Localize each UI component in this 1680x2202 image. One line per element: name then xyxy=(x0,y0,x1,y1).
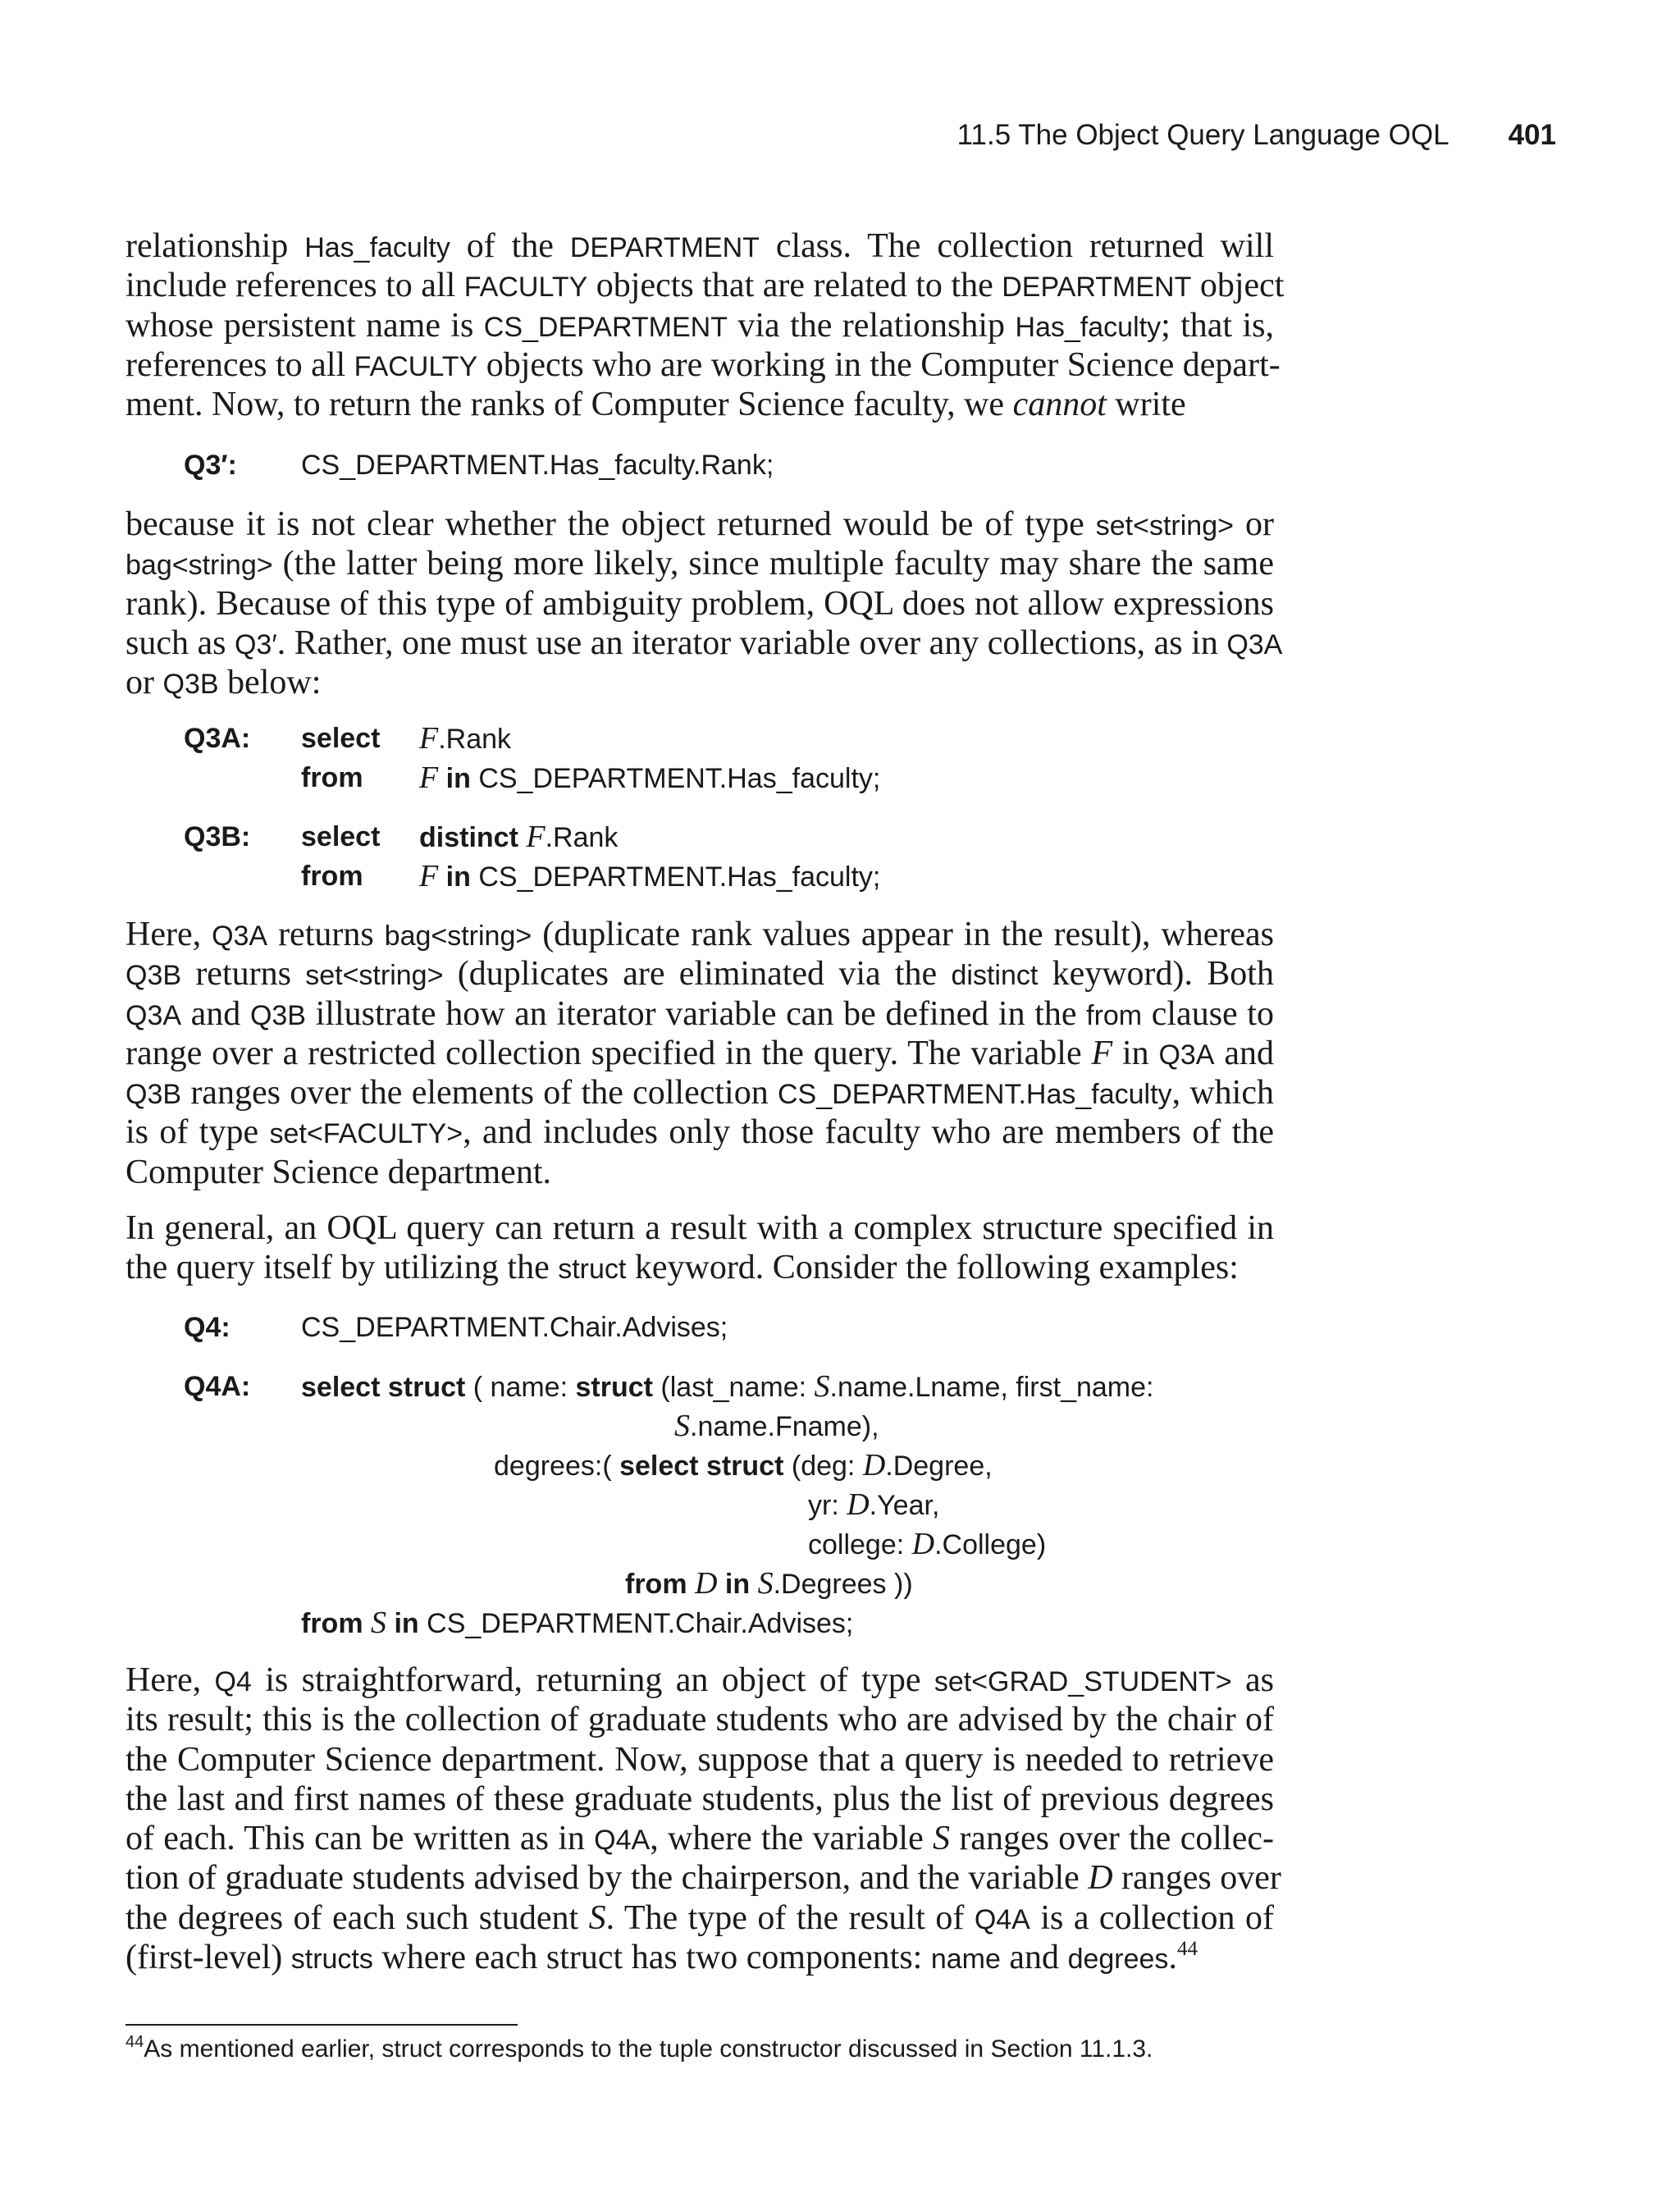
query-label: Q4A: xyxy=(184,1371,251,1402)
query-label: Q4: xyxy=(184,1312,231,1343)
text-line: the degrees of each such student S. The type of the result of Q4A is a collection of xyxy=(126,1898,1274,1937)
text-line: In general, an OQL query can return a result with a complex structure specified in xyxy=(126,1209,1274,1247)
query-label: Q3′: xyxy=(184,450,237,481)
paragraph-4 xyxy=(126,1208,1274,1288)
text-line: because it is not clear whether the object returned would be of type set<string> or xyxy=(126,505,1274,543)
query-line: college: D.College) xyxy=(808,1527,1047,1561)
page-number: 401 xyxy=(1508,119,1556,151)
text-line: Here, Q3A returns bag<string> (duplicate rank values appear in the result), whereas xyxy=(126,916,1274,953)
query-line: Q4A: select struct ( name: struct (last_name: S.name.Lname, first_name: xyxy=(0,1367,1230,1406)
paragraph-5 xyxy=(126,1661,1281,1977)
query-label: Q3B: xyxy=(184,821,251,852)
query-line: yr: D.Year, xyxy=(808,1487,940,1522)
query-line: from S in CS_DEPARTMENT.Chair.Advises; xyxy=(301,1606,854,1640)
query-code: CS_DEPARTMENT.Has_faculty.Rank; xyxy=(301,450,774,481)
query-code: CS_DEPARTMENT.Chair.Advises; xyxy=(301,1312,728,1343)
text-line: Q3B returns set<string> (duplicates are eliminated via the distinct keyword). Both xyxy=(126,955,1274,994)
text-line: of each. This can be written as in Q4A, where the variable S ranges over the collec- xyxy=(126,1820,1274,1858)
query-q4 xyxy=(0,1308,984,1347)
query-line: S.name.Fname), xyxy=(674,1409,879,1443)
footnote xyxy=(126,2033,1153,2066)
paragraph-3 xyxy=(126,915,1274,1192)
text-line: such as Q3′. Rather, one must use an iterator variable over any collections, as in Q3A xyxy=(126,624,1283,662)
running-head xyxy=(0,119,1556,152)
text-line: Here, Q4 is straightforward, returning an object of type set<GRAD_STUDENT> as xyxy=(126,1661,1274,1699)
footnote-divider xyxy=(126,2024,518,2026)
text-line: Q3B ranges over the elements of the collection CS_DEPARTMENT.Has_faculty, which xyxy=(126,1074,1274,1112)
query-line: from F in CS_DEPARTMENT.Has_faculty; xyxy=(301,859,881,893)
query-label: Q3A: xyxy=(184,723,251,754)
query-line: Q3B: select distinct F.Rank xyxy=(0,817,984,857)
query-line: degrees:( select struct (deg: D.Degree, xyxy=(494,1448,993,1482)
text-line: whose persistent name is CS_DEPARTMENT via the relationship Has_faculty; that is, xyxy=(126,306,1274,345)
text-line: ment. Now, to return the ranks of Computer Science faculty, we cannot write xyxy=(126,386,1186,424)
section-title: 11.5 The Object Query Language OQL xyxy=(956,119,1449,151)
text-line: bag<string> (the latter being more likely, since multiple faculty may share the same xyxy=(126,545,1274,583)
text-line: (first-level) structs where each struct has two components: name and degrees.$^{44}$ xyxy=(126,1938,1198,1977)
text-line: range over a restricted collection specified in the query. The variable F in Q3A and xyxy=(126,1034,1274,1072)
paragraph-2 xyxy=(126,505,1283,702)
footnote-text: As mentioned earlier, struct corresponds to the tuple constructor discussed in Section 11.1.3. xyxy=(144,2035,1153,2063)
text-line: Q3A and Q3B illustrate how an iterator variable can be defined in the from clause to xyxy=(126,994,1274,1033)
text-line: is of type set<FACULTY>, and includes only those faculty who are members of the xyxy=(126,1113,1274,1152)
text-line: references to all FACULTY objects who are working in the Computer Science depart- xyxy=(126,345,1281,384)
text-line: Computer Science department. xyxy=(126,1153,551,1191)
text-line: rank). Because of this type of ambiguity problem, OQL does not allow expressions xyxy=(126,584,1274,623)
query-line: from F in CS_DEPARTMENT.Has_faculty; xyxy=(301,761,881,795)
text-line: relationship Has_faculty of the DEPARTMENT class. The collection returned will xyxy=(126,227,1275,265)
text-line: its result; this is the collection of graduate students who are advised by the chair of xyxy=(126,1701,1274,1739)
paragraph-1 xyxy=(126,226,1285,424)
text-line: the Computer Science department. Now, suppose that a query is needed to retrieve xyxy=(126,1740,1274,1779)
text-line: include references to all FACULTY objects that are related to the DEPARTMENT object xyxy=(126,267,1285,305)
query-line: from D in S.Degrees )) xyxy=(625,1566,913,1601)
text-line: or Q3B below: xyxy=(126,664,322,702)
footnote-mark: 44 xyxy=(126,2033,144,2051)
footnote-ref: 44 xyxy=(1176,1938,1198,1961)
text-line: the last and first names of these graduate students, plus the list of previous degrees xyxy=(126,1779,1274,1818)
query-line: Q3A: select F.Rank xyxy=(0,719,984,758)
text-line: the query itself by utilizing the struct keyword. Consider the following examples: xyxy=(126,1249,1239,1287)
text-line: tion of graduate students advised by the chairperson, and the variable D ranges over xyxy=(126,1859,1281,1898)
